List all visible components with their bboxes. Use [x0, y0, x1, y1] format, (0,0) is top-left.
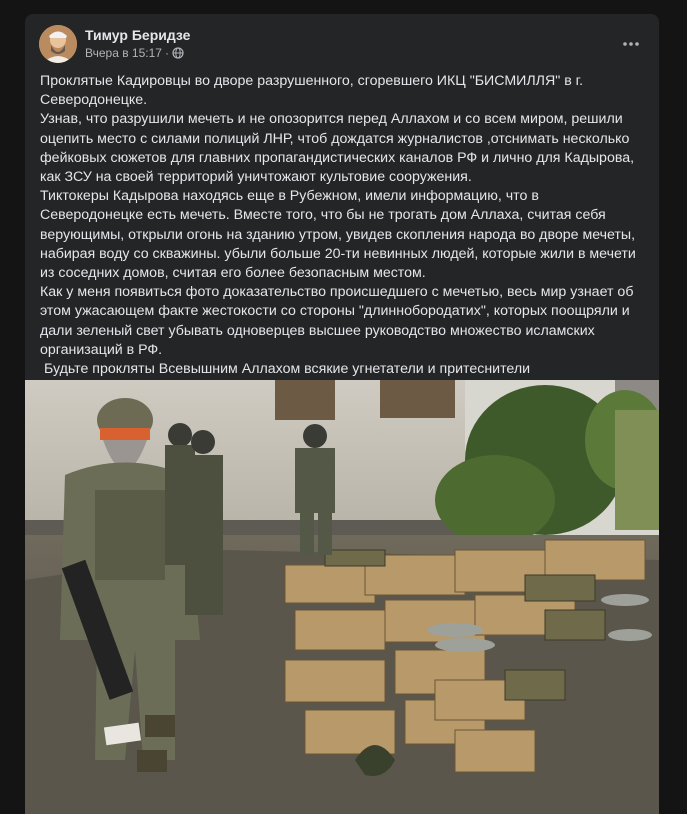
post-header	[25, 14, 659, 70]
post-paragraph: Будьте прокляты Всевышним Аллахом всякие угнетатели и притеснители	[40, 361, 531, 378]
post-paragraph: Как у меня появиться фото доказательство происшедшего с мечетью, весь мир узнает об этом ужасающем факте жестокости со стороны "длиннобородатих", которых поощряли и дали зеленый свет убывать одноверцев высшее руководство множество исламских организаций в РФ.	[40, 284, 638, 358]
post-paragraph: Проклятые Кадировцы во дворе разрушенного, сгоревшего ИКЦ "БИСМИЛЛЯ" в г. Северодонецке.	[40, 73, 588, 109]
post-meta	[85, 46, 184, 60]
post-paragraph: Тиктокеры Кадырова находясь еще в Рубежном, имели информацию, что в Северодонецке есть мечеть. Вместе того, что бы не трогать дом Аллаха, считая себя верующимы, открыли огонь на зданию утром, увидев скопления народа во дворе мечеты, набирая воду со скважины. убыли больше 20-ти невинных людей, которые жили в мечети из соседних домов, считая его более безопасным местом.	[40, 188, 640, 282]
more-horizontal-icon	[619, 34, 643, 54]
avatar[interactable]	[39, 25, 77, 63]
post-timestamp[interactable]: Вчера в 15:17	[85, 46, 162, 60]
post-text	[25, 72, 659, 379]
post-photo[interactable]	[25, 380, 659, 814]
avatar-image	[39, 25, 77, 63]
meta-separator: ·	[164, 46, 169, 60]
author-name[interactable]: Тимур Беридзе	[85, 27, 191, 43]
post-card	[25, 14, 659, 814]
globe-icon[interactable]	[172, 47, 184, 59]
more-options-button[interactable]	[619, 34, 643, 54]
post-paragraph: Узнав, что разрушили мечеть и не опозорится перед Аллахом и со всем миром, решили оцепить место с силами полиций ЛНР, чтоб дождатся журналистов ,отснимать несколько фейковых сюжетов для главних пропагандистических каналов РФ и лично для Кадырова, как ЗСУ на своей территорий уничтожают культовие сооружения.	[40, 111, 638, 186]
